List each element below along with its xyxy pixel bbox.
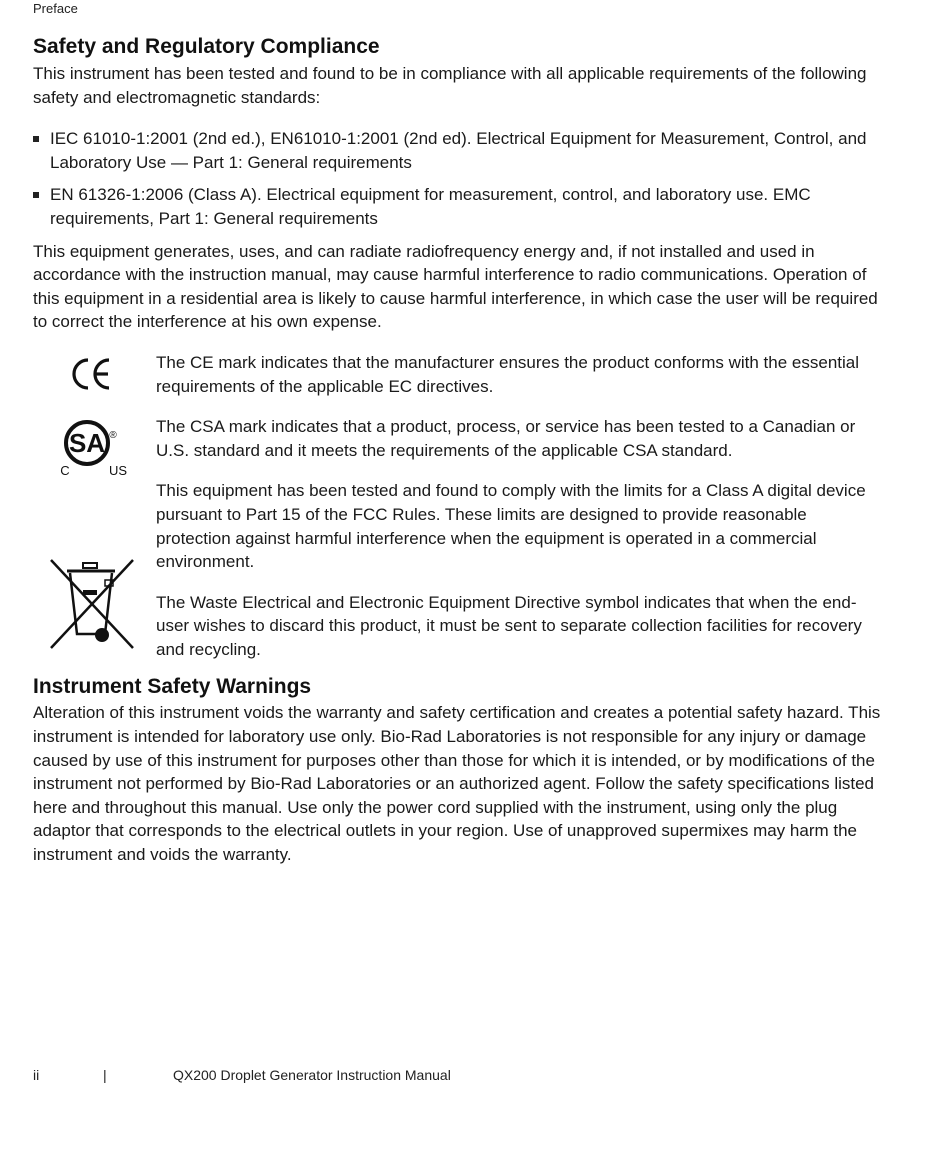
compliance-intro: This instrument has been tested and found to be in compliance with all applicable requirements of the following safety and electromagnetic standards: bbox=[33, 64, 867, 107]
ce-mark-row bbox=[33, 351, 893, 398]
page-content bbox=[33, 33, 893, 867]
fcc-statement: This equipment has been tested and found to comply with the limits for a Class A digital device pursuant to Part 15 of the FCC Rules. These limits are designed to provide reasonable protection against harmful interference when the equipment is operated in a commercial environment. bbox=[156, 481, 866, 572]
page-number: ii bbox=[33, 1067, 40, 1083]
weee-mark-description: The Waste Electrical and Electronic Equipment Directive symbol indicates that when the end-user wishes to discard this product, it must be sent to separate collection facilities for recovery and recycling. bbox=[156, 592, 862, 659]
page-footer bbox=[33, 1067, 913, 1087]
svg-text:US: US bbox=[108, 463, 128, 479]
bullet-square-icon bbox=[33, 192, 39, 198]
svg-text:C: C bbox=[60, 463, 70, 479]
list-item bbox=[33, 127, 893, 174]
standard-en-61326: EN 61326-1:2006 (Class A). Electrical equipment for measurement, control, and laboratory use. EMC requirements, Part 1: General requirements bbox=[50, 185, 811, 228]
footer-separator: | bbox=[103, 1067, 107, 1083]
csa-mark-row bbox=[33, 415, 893, 479]
bullet-square-icon bbox=[33, 136, 39, 142]
list-item bbox=[33, 183, 893, 230]
svg-text:SA: SA bbox=[68, 428, 106, 459]
section-title-safety-compliance: Safety and Regulatory Compliance bbox=[33, 35, 380, 58]
standards-list bbox=[33, 127, 893, 230]
section-title-safety-warnings: Instrument Safety Warnings bbox=[33, 675, 312, 699]
weee-mark-row bbox=[33, 591, 893, 662]
ce-mark-icon bbox=[69, 355, 113, 393]
standard-iec-61010: IEC 61010-1:2001 (2nd ed.), EN61010-1:2001 (2nd ed). Electrical Equipment for Measurement, Control, and Laboratory Use — Part 1: General requirements bbox=[50, 129, 867, 172]
fcc-statement-row bbox=[33, 479, 893, 573]
svg-text:®: ® bbox=[109, 430, 117, 442]
rf-emission-paragraph: This equipment generates, uses, and can radiate radiofrequency energy and, if not installed and used in accordance with the instruction manual, may cause harmful interference to radio communications. Operation of this equipment in a residential area is likely to cause harmful interference, in which case the user will be required to correct the interference at his own expense. bbox=[33, 241, 878, 332]
running-head: Preface bbox=[33, 1, 78, 16]
safety-warnings-body: Alteration of this instrument voids the warranty and safety certification and creates a potential safety hazard. This instrument is intended for laboratory use only. Bio-Rad Laboratories is not responsible for any injury or damage caused by use of this instrument for purposes other than those for which it is intended, or by modifications of the instrument not performed by Bio-Rad Laboratories or an authorized agent. Follow the safety specifications listed here and throughout this manual. Use only the power cord supplied with the instrument, using only the plug adaptor that corresponds to the electrical outlets in your region. Use of unapproved supermixes may harm the instrument and voids the warranty. bbox=[33, 703, 881, 865]
manual-title: QX200 Droplet Generator Instruction Manual bbox=[173, 1067, 451, 1083]
csa-mark-icon bbox=[59, 418, 131, 478]
csa-mark-description: The CSA mark indicates that a product, process, or service has been tested to a Canadian or U.S. standard and it meets the requirements of the applicable CSA standard. bbox=[156, 417, 856, 460]
weee-crossed-bin-icon bbox=[49, 558, 135, 650]
ce-mark-description: The CE mark indicates that the manufacturer ensures the product conforms with the essential requirements of the applicable EC directives. bbox=[156, 352, 860, 396]
